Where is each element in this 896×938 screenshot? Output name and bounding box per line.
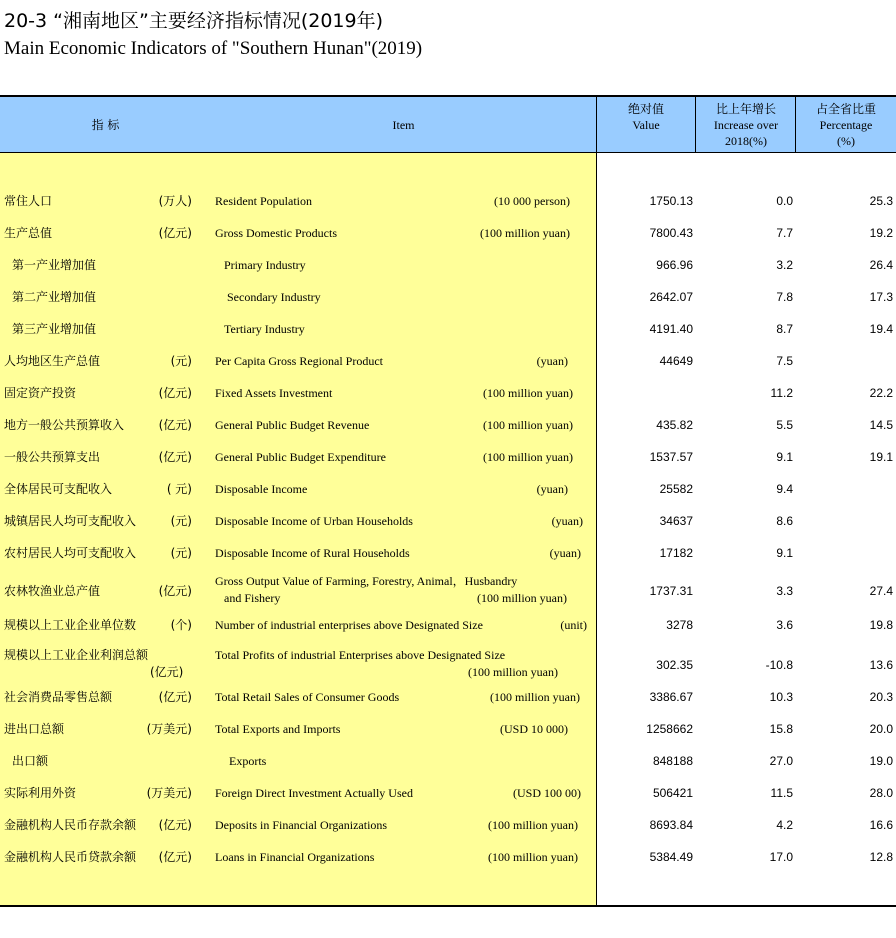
percentage-cell: 19.1 (869, 450, 893, 464)
indicator-en: Total Retail Sales of Consumer Goods (215, 690, 400, 704)
table-row (0, 473, 896, 505)
increase-cell: 7.7 (776, 226, 793, 240)
indicator-en-unit: (100 million yuan) (490, 690, 580, 704)
table-row (0, 281, 896, 313)
value-cell: 1537.57 (649, 450, 693, 464)
indicator-cn: 生产总值 (4, 226, 53, 240)
indicator-en: Primary Industry (224, 258, 306, 272)
indicator-cn: 常住人口 (4, 194, 53, 208)
indicator-cn-unit: (亿元) (158, 226, 192, 240)
indicator-cn-unit: (元) (170, 546, 192, 560)
indicator-cn-unit: (万人) (158, 194, 192, 208)
indicator-cn-unit: (元) (170, 354, 192, 368)
increase-cell: 3.3 (776, 584, 793, 598)
increase-cell: 9.4 (776, 482, 793, 496)
table-row (0, 185, 896, 217)
indicator-en-unit: (USD 10 000) (500, 722, 568, 736)
indicator-cn-unit: (亿元) (158, 818, 192, 832)
indicator-en-line2: and Fishery (224, 591, 281, 605)
header-label-percentage-en: Percentage (819, 118, 873, 132)
percentage-cell: 20.0 (869, 722, 893, 736)
increase-cell: 0.0 (776, 194, 793, 208)
header-col-item (211, 95, 596, 153)
indicator-cn: 地方一般公共预算收入 (4, 418, 125, 432)
percentage-cell: 20.3 (869, 690, 893, 704)
percentage-cell: 27.4 (869, 584, 893, 598)
table-row (0, 841, 896, 873)
table-row (0, 249, 896, 281)
increase-cell: 27.0 (769, 754, 793, 768)
table-row (0, 409, 896, 441)
percentage-cell: 25.3 (869, 194, 893, 208)
page-title-cn: 20-3 “湘南地区”主要经济指标情况(2019年) (4, 10, 384, 32)
indicator-cn: 人均地区生产总值 (4, 354, 101, 368)
value-cell: 1737.31 (649, 584, 693, 598)
indicator-cn: 固定资产投资 (4, 386, 77, 400)
indicator-cn-unit: (亿元) (158, 386, 192, 400)
indicator-en: Total Exports and Imports (215, 722, 341, 736)
header-col-indicator (0, 95, 211, 153)
value-cell: 17182 (659, 546, 693, 560)
table-bottom-rule (0, 905, 896, 907)
indicator-cn-unit: (亿元) (158, 584, 192, 598)
increase-cell: 8.7 (776, 322, 793, 336)
header-label-percentage-unit: (%) (837, 134, 855, 148)
header-label-item: Item (392, 118, 415, 132)
percentage-cell: 22.2 (869, 386, 893, 400)
table-row (0, 571, 896, 603)
header-label-increase-en: Increase over (713, 118, 779, 132)
indicator-en-unit: (yuan) (549, 546, 581, 560)
indicator-en: General Public Budget Expenditure (215, 450, 386, 464)
header-label-indicator: 指 标 (91, 118, 120, 132)
increase-cell: 17.0 (769, 850, 793, 864)
indicator-en-unit: (100 million yuan) (480, 226, 570, 240)
indicator-en: Fixed Assets Investment (215, 386, 333, 400)
indicator-en: Loans in Financial Organizations (215, 850, 375, 864)
indicator-cn: 第二产业增加值 (12, 290, 97, 304)
table-row (0, 777, 896, 809)
value-cell: 34637 (659, 514, 693, 528)
divider-vertical (695, 95, 696, 153)
table-row (0, 313, 896, 345)
indicator-cn-unit: (万美元) (146, 786, 192, 800)
value-cell: 5384.49 (649, 850, 693, 864)
indicator-en: Deposits in Financial Organizations (215, 818, 388, 832)
value-cell: 8693.84 (649, 818, 693, 832)
indicator-cn-unit: (个) (170, 618, 192, 632)
indicator-en-unit: (yuan) (536, 354, 568, 368)
indicator-en-unit: (yuan) (536, 482, 568, 496)
value-cell: 3278 (666, 618, 693, 632)
percentage-cell: 26.4 (869, 258, 893, 272)
indicator-en: Total Profits of industrial Enterprises above Designated Size (215, 648, 506, 662)
percentage-cell: 19.4 (869, 322, 893, 336)
table-row (0, 537, 896, 569)
table-row (0, 809, 896, 841)
header-label-value-en: Value (632, 118, 660, 132)
table-row (0, 377, 896, 409)
divider-vertical (795, 95, 796, 153)
indicator-en: Number of industrial enterprises above Designated Size (215, 618, 483, 632)
percentage-cell: 19.0 (869, 754, 893, 768)
increase-cell: -10.8 (765, 658, 793, 672)
value-cell: 848188 (652, 754, 693, 768)
page-title-en: Main Economic Indicators of "Southern Hunan"(2019) (4, 38, 423, 59)
increase-cell: 9.1 (776, 546, 793, 560)
indicator-en-unit: (10 000 person) (494, 194, 570, 208)
increase-cell: 5.5 (776, 418, 793, 432)
indicator-en-unit: (unit) (560, 618, 587, 632)
percentage-cell: 19.2 (869, 226, 893, 240)
value-cell: 2642.07 (649, 290, 693, 304)
indicator-cn-unit: (亿元) (158, 850, 192, 864)
indicator-en-unit: (100 million yuan) (483, 450, 573, 464)
header-label-increase-cn: 比上年增长 (715, 102, 776, 116)
increase-cell: 3.6 (776, 618, 793, 632)
indicator-en: Resident Population (215, 194, 312, 208)
header-label-percentage-cn: 占全省比重 (815, 102, 876, 116)
indicator-en: Disposable Income of Rural Households (215, 546, 410, 560)
increase-cell: 7.5 (776, 354, 793, 368)
indicator-cn: 金融机构人民币贷款余额 (4, 850, 137, 864)
indicator-cn: 实际利用外资 (4, 786, 77, 800)
indicator-en-unit: (100 million yuan) (483, 418, 573, 432)
header-col-increase (696, 95, 796, 153)
value-cell: 25582 (659, 482, 693, 496)
indicator-en: General Public Budget Revenue (215, 418, 370, 432)
increase-cell: 3.2 (776, 258, 793, 272)
indicator-cn: 规模以上工业企业利润总额 (4, 648, 149, 662)
indicator-en-unit: (USD 100 00) (513, 786, 581, 800)
value-cell: 1750.13 (649, 194, 693, 208)
increase-cell: 9.1 (776, 450, 793, 464)
indicator-cn: 第一产业增加值 (12, 258, 97, 272)
value-cell: 966.96 (656, 258, 693, 272)
indicator-cn: 城镇居民人均可支配收入 (4, 514, 137, 528)
table-row (0, 745, 896, 777)
percentage-cell: 14.5 (869, 418, 893, 432)
indicator-cn-unit: (万美元) (146, 722, 192, 736)
indicator-cn-unit: (亿元) (158, 418, 192, 432)
header-col-percentage (796, 95, 896, 153)
header-label-increase-year: 2018(%) (725, 134, 767, 148)
indicator-en: Tertiary Industry (224, 322, 305, 336)
table-row (0, 609, 896, 641)
increase-cell: 11.2 (770, 386, 793, 400)
percentage-cell: 13.6 (869, 658, 893, 672)
table-row (0, 441, 896, 473)
table-row (0, 645, 896, 677)
increase-cell: 4.2 (776, 818, 793, 832)
indicator-cn: 社会消费品零售总额 (4, 690, 113, 704)
indicator-cn: 农村居民人均可支配收入 (4, 546, 137, 560)
percentage-cell: 17.3 (869, 290, 893, 304)
indicator-cn: 出口额 (12, 754, 49, 768)
increase-cell: 8.6 (776, 514, 793, 528)
indicator-cn: 农林牧渔业总产值 (4, 584, 101, 598)
indicator-cn: 进出口总额 (4, 722, 65, 736)
increase-cell: 15.8 (769, 722, 793, 736)
indicator-en-unit: (100 million yuan) (483, 386, 573, 400)
indicator-en-unit: (100 million yuan) (488, 850, 578, 864)
percentage-cell: 28.0 (869, 786, 893, 800)
indicator-cn: 第三产业增加值 (12, 322, 97, 336)
indicator-en: Disposable Income of Urban Households (215, 514, 413, 528)
header-label-value-cn: 绝对值 (627, 102, 664, 116)
indicator-en: Secondary Industry (227, 290, 321, 304)
indicator-en: Exports (229, 754, 267, 768)
indicator-cn: 规模以上工业企业单位数 (4, 618, 137, 632)
indicator-cn: 一般公共预算支出 (4, 450, 101, 464)
indicator-cn: 金融机构人民币存款余额 (4, 818, 137, 832)
increase-cell: 10.3 (769, 690, 793, 704)
indicator-en: Foreign Direct Investment Actually Used (215, 786, 413, 800)
indicator-en: Disposable Income (215, 482, 308, 496)
indicator-en: Gross Output Value of Farming, Forestry, Animal，Husbandry (215, 574, 518, 588)
increase-cell: 7.8 (776, 290, 793, 304)
value-cell: 435.82 (656, 418, 693, 432)
table-row (0, 505, 896, 537)
indicator-en-unit: (yuan) (551, 514, 583, 528)
indicators-table (0, 95, 896, 907)
value-cell: 44649 (659, 354, 693, 368)
percentage-cell: 16.6 (869, 818, 893, 832)
indicator-en-unit: (100 million yuan) (488, 818, 578, 832)
indicator-cn-unit: (亿元) (150, 665, 184, 679)
indicator-en-unit: (100 million yuan) (477, 591, 567, 605)
header-col-value (596, 95, 696, 153)
value-cell: 4191.40 (649, 322, 693, 336)
indicator-cn-unit: (亿元) (158, 690, 192, 704)
increase-cell: 11.5 (770, 786, 793, 800)
value-cell: 7800.43 (649, 226, 693, 240)
indicator-cn: 全体居民可支配收入 (4, 482, 113, 496)
value-cell: 506421 (652, 786, 693, 800)
indicator-cn-unit: (元) (170, 514, 192, 528)
indicator-en: Gross Domestic Products (215, 226, 337, 240)
value-cell: 302.35 (656, 658, 693, 672)
value-cell: 1258662 (646, 722, 693, 736)
indicator-cn-unit: (亿元) (158, 450, 192, 464)
percentage-cell: 12.8 (869, 850, 893, 864)
percentage-cell: 19.8 (869, 618, 893, 632)
table-row (0, 217, 896, 249)
table-row (0, 681, 896, 713)
value-cell: 3386.67 (649, 690, 693, 704)
indicator-cn-unit: ( 元) (166, 482, 192, 496)
indicator-en-unit: (100 million yuan) (468, 665, 558, 679)
indicator-en: Per Capita Gross Regional Product (215, 354, 383, 368)
table-row (0, 345, 896, 377)
table-row (0, 713, 896, 745)
